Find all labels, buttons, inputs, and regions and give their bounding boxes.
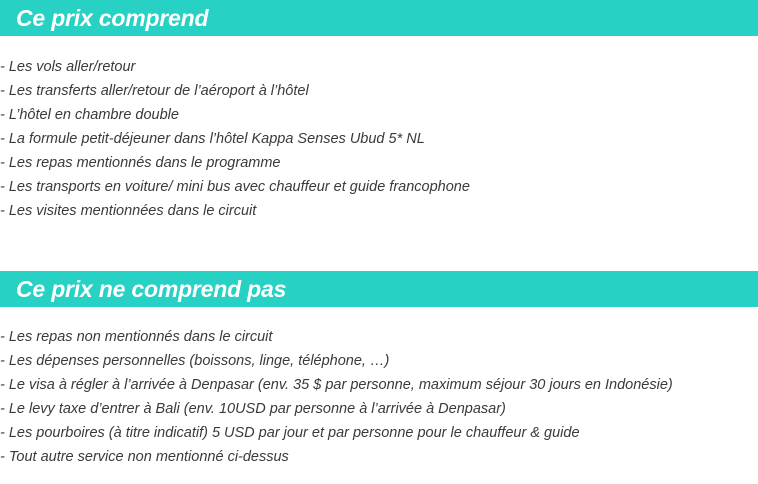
includes-list [0, 55, 470, 223]
includes-heading-banner [0, 0, 758, 36]
includes-heading: Ce prix comprend [16, 5, 209, 31]
excludes-heading: Ce prix ne comprend pas [16, 276, 287, 302]
list-item: - Les repas non mentionnés dans le circuit [0, 329, 273, 345]
list-item: - Le levy taxe d’entrer à Bali (env. 10USD par personne à l’arrivée à Denpasar) [0, 401, 506, 417]
excludes-heading-banner [0, 271, 758, 307]
list-item: - Les repas mentionnés dans le programme [0, 155, 281, 171]
list-item: - Les transferts aller/retour de l’aéroport à l’hôtel [0, 83, 309, 99]
excludes-list [0, 325, 673, 469]
list-item: - Les dépenses personnelles (boissons, linge, téléphone, …) [0, 353, 390, 369]
includes-section [0, 0, 758, 219]
list-item: - Les visites mentionnées dans le circuit [0, 203, 257, 219]
list-item: - L’hôtel en chambre double [0, 107, 179, 123]
excludes-section [0, 271, 758, 465]
list-item: - Les transports en voiture/ mini bus avec chauffeur et guide francophone [0, 179, 470, 195]
list-item: - Les pourboires (à titre indicatif) 5 USD par jour et par personne pour le chauffeur & guide [0, 425, 580, 441]
list-item: - La formule petit-déjeuner dans l’hôtel Kappa Senses Ubud 5* NL [0, 131, 425, 147]
list-item: - Tout autre service non mentionné ci-dessus [0, 449, 289, 465]
list-item: - Le visa à régler à l’arrivée à Denpasar (env. 35 $ par personne, maximum séjour 30 jours en Indonésie) [0, 377, 673, 393]
list-item: - Les vols aller/retour [0, 59, 136, 75]
